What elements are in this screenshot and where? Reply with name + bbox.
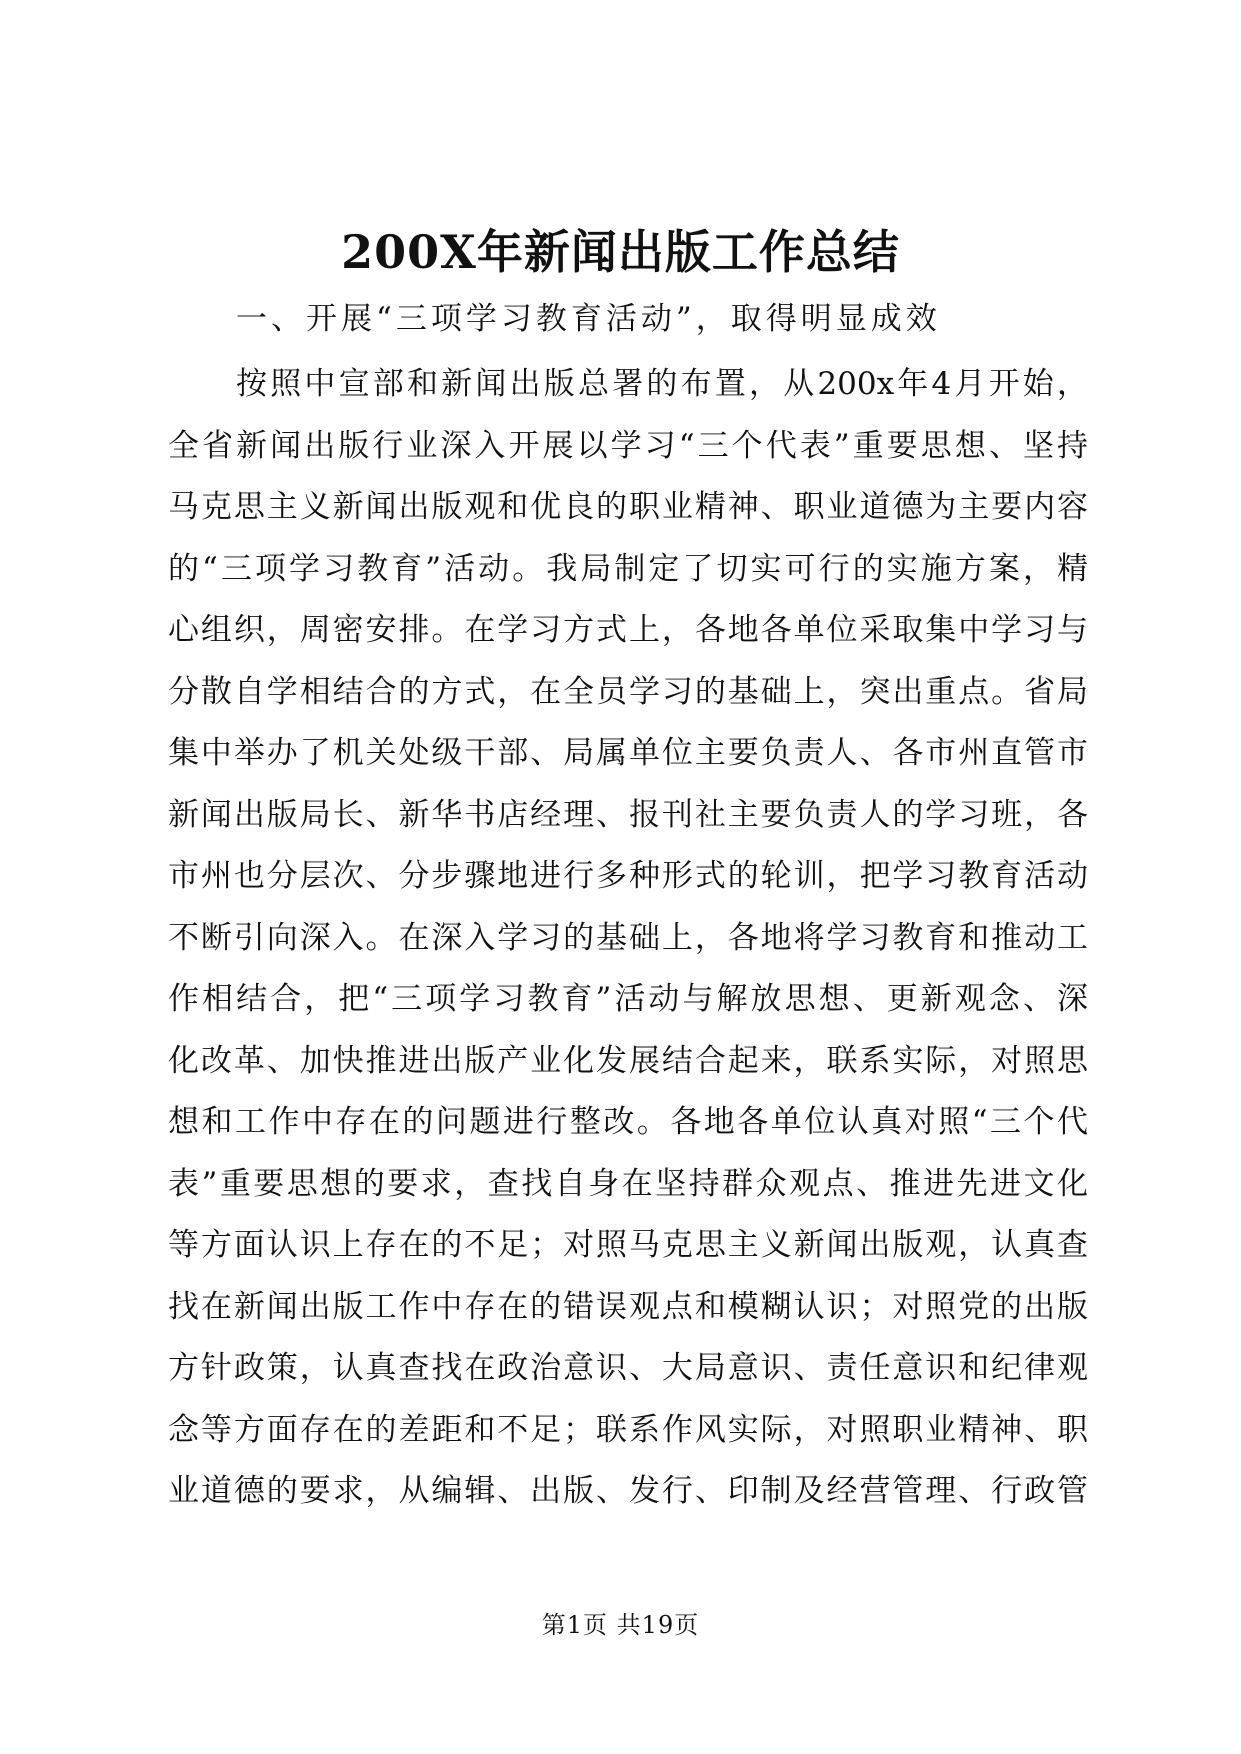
body-paragraph [168,354,1088,1523]
paragraph-line: 按照中宣部和新闻出版总署的布置，从200x年4月开始， [236,366,1088,402]
paragraph-line: 念等方面存在的差距和不足；联系作风实际，对照职业精神、职 [168,1411,1088,1448]
paragraph-line: 分散自学相结合的方式，在全员学习的基础上，突出重点。省局 [168,673,1088,710]
paragraph-line: 化改革、加快推进出版产业化发展结合起来，联系实际，对照思 [168,1042,1088,1079]
page-footer: 第1页 共19页 [541,1611,700,1639]
paragraph-line: 找在新闻出版工作中存在的错误观点和模糊认识；对照党的出版 [168,1288,1088,1325]
paragraph-line: 不断引向深入。在深入学习的基础上，各地将学习教育和推动工 [168,919,1088,956]
paragraph-line: 心组织，周密安排。在学习方式上，各地各单位采取集中学习与 [168,612,1088,648]
paragraph-line: 市州也分层次、分步骤地进行多种形式的轮训，把学习教育活动 [168,858,1088,894]
paragraph-line: 作相结合，把“三项学习教育”活动与解放思想、更新观念、深 [168,981,1088,1017]
paragraph-line: 表”重要思想的要求，查找自身在坚持群众观点、推进先进文化 [168,1165,1088,1202]
document-title: 200X年新闻出版工作总结 [341,225,900,279]
paragraph-line: 全省新闻出版行业深入开展以学习“三个代表”重要思想、坚持 [168,427,1088,464]
section-heading: 一、开展“三项学习教育活动”，取得明显成效 [236,301,941,337]
paragraph-line: 想和工作中存在的问题进行整改。各地各单位认真对照“三个代 [168,1104,1088,1140]
paragraph-line: 马克思主义新闻出版观和优良的职业精神、职业道德为主要内容 [168,489,1088,525]
paragraph-line: 等方面认识上存在的不足；对照马克思主义新闻出版观，认真查 [168,1227,1088,1263]
paragraph-line: 新闻出版局长、新华书店经理、报刊社主要负责人的学习班，各 [168,796,1088,833]
paragraph-line: 方针政策，认真查找在政治意识、大局意识、责任意识和纪律观 [168,1350,1088,1386]
paragraph-line: 集中举办了机关处级干部、局属单位主要负责人、各市州直管市 [168,735,1088,771]
paragraph-line: 业道德的要求，从编辑、出版、发行、印制及经营管理、行政管 [168,1473,1088,1509]
paragraph-line: 的“三项学习教育”活动。我局制定了切实可行的实施方案，精 [168,550,1088,587]
